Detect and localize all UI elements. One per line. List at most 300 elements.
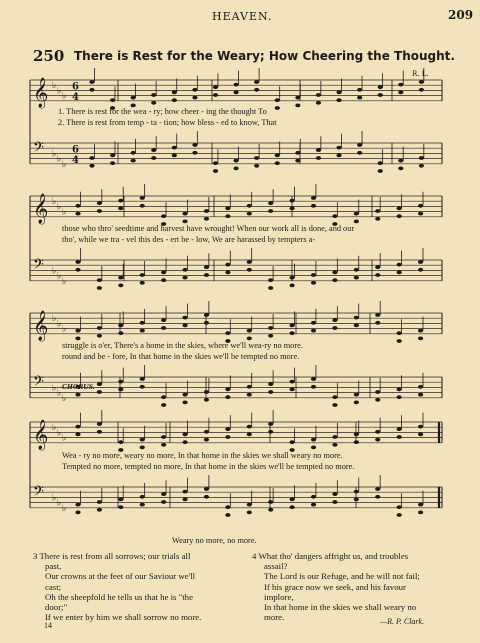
note-head xyxy=(213,169,218,173)
note-head xyxy=(268,201,273,205)
note-head xyxy=(204,321,209,325)
note-head xyxy=(89,156,94,160)
note-head xyxy=(151,93,156,97)
note-head xyxy=(75,212,80,216)
flat-sign: ♭ xyxy=(62,393,67,404)
note-head xyxy=(397,339,402,343)
flat-sign: ♭ xyxy=(52,197,57,208)
note-head xyxy=(397,214,402,218)
note-head xyxy=(161,443,166,447)
note-head xyxy=(182,498,187,502)
note-head xyxy=(213,85,218,89)
stanza-3-line: If we enter by him we shall sorrow no more. xyxy=(45,612,202,623)
note-head xyxy=(97,430,102,434)
note-head xyxy=(225,513,230,517)
system-2-lyric-line-2: tho', while we tra - vel this des - ert be - low, We are harassed by tempters a- xyxy=(62,235,316,244)
note-head xyxy=(418,385,423,389)
stanza-4-line: implore, xyxy=(264,591,294,602)
note-head xyxy=(192,143,197,147)
note-head xyxy=(140,329,145,333)
note-head xyxy=(110,161,115,165)
note-head xyxy=(354,220,359,224)
note-head xyxy=(275,161,280,165)
note-head xyxy=(254,80,259,84)
note-head xyxy=(397,395,402,399)
note-head xyxy=(118,388,123,392)
note-head xyxy=(75,425,80,429)
note-head xyxy=(336,154,341,158)
note-head xyxy=(234,159,239,163)
note-head xyxy=(375,487,380,491)
note-head xyxy=(140,385,145,389)
note-head xyxy=(172,146,177,150)
flat-sign: ♭ xyxy=(57,154,62,165)
note-head xyxy=(316,148,321,152)
note-head xyxy=(332,318,337,322)
flat-sign: ♭ xyxy=(57,86,62,97)
stanza-4 xyxy=(252,551,420,622)
note-head xyxy=(336,146,341,150)
note-head xyxy=(247,385,252,389)
note-head xyxy=(75,511,80,515)
flat-sign: ♭ xyxy=(57,202,62,213)
note-head xyxy=(275,154,280,158)
flat-sign: ♭ xyxy=(52,383,57,394)
note-head xyxy=(397,505,402,509)
note-head xyxy=(354,276,359,280)
note-head xyxy=(161,326,166,330)
note-head xyxy=(357,88,362,92)
note-head xyxy=(354,401,359,405)
note-head xyxy=(161,278,166,282)
note-head xyxy=(295,104,300,108)
note-head xyxy=(182,220,187,224)
note-head xyxy=(397,331,402,335)
chorus-lyric-line-2: Tempted no more, tempted no more, In that home in the skies we'll be tempted no more. xyxy=(62,462,355,471)
note-head xyxy=(140,377,145,381)
stanza-4-line: assail? xyxy=(264,561,288,572)
note-head xyxy=(398,167,403,171)
flat-sign: ♭ xyxy=(52,149,57,160)
note-head xyxy=(225,271,230,275)
note-head xyxy=(161,395,166,399)
note-head xyxy=(161,214,166,218)
note-head xyxy=(336,98,341,102)
note-head xyxy=(398,83,403,87)
note-head xyxy=(213,161,218,165)
note-head xyxy=(290,284,295,288)
note-head xyxy=(204,209,209,213)
note-head xyxy=(204,495,209,499)
note-head xyxy=(311,503,316,507)
note-head xyxy=(375,265,380,269)
note-head xyxy=(192,96,197,100)
note-head xyxy=(290,324,295,328)
flat-sign: ♭ xyxy=(52,266,57,277)
note-head xyxy=(161,403,166,407)
note-head xyxy=(419,80,424,84)
note-head xyxy=(151,101,156,105)
note-head xyxy=(357,96,362,100)
signature-mark: 14 xyxy=(44,621,52,630)
note-head xyxy=(332,492,337,496)
system-2-lyric-line-1: those who thro' seedtime and harvest have wrought! When our work all is done, and our xyxy=(62,224,355,233)
note-head xyxy=(290,331,295,335)
note-head xyxy=(182,393,187,397)
flat-sign: ♭ xyxy=(52,423,57,434)
note-head xyxy=(75,503,80,507)
note-head xyxy=(204,313,209,317)
note-head xyxy=(247,425,252,429)
note-head xyxy=(172,154,177,158)
note-head xyxy=(225,214,230,218)
note-head xyxy=(172,98,177,102)
flat-sign: ♭ xyxy=(57,319,62,330)
stanza-3-line: cast; xyxy=(45,581,62,592)
flat-sign: ♭ xyxy=(52,493,57,504)
note-head xyxy=(247,260,252,264)
note-head xyxy=(398,159,403,163)
stanza-4-line: In that home in the skies we shall weary no xyxy=(264,602,417,613)
note-head xyxy=(97,326,102,330)
note-head xyxy=(375,495,380,499)
note-head xyxy=(290,388,295,392)
note-head xyxy=(182,440,187,444)
note-head xyxy=(97,209,102,213)
note-head xyxy=(161,492,166,496)
note-head xyxy=(268,286,273,290)
note-head xyxy=(290,440,295,444)
note-head xyxy=(75,393,80,397)
stanza-3-line: door;" xyxy=(45,602,68,613)
note-head xyxy=(418,337,423,341)
note-head xyxy=(332,395,337,399)
note-head xyxy=(182,212,187,216)
flat-sign: ♭ xyxy=(62,207,67,218)
flat-sign: ♭ xyxy=(62,91,67,102)
chorus-bass-lyric: Weary no more, no more. xyxy=(172,536,257,545)
note-head xyxy=(213,93,218,97)
note-head xyxy=(118,505,123,509)
note-head xyxy=(311,329,316,333)
note-head xyxy=(140,281,145,285)
note-head xyxy=(97,508,102,512)
bass-clef-icon: 𝄢 xyxy=(33,373,44,394)
note-head xyxy=(204,390,209,394)
note-head xyxy=(204,398,209,402)
system-1-lyric-line-1: 1. There is rest for the wea - ry; how cheer - ing the thought To xyxy=(58,107,267,116)
note-head xyxy=(140,204,145,208)
note-head xyxy=(151,156,156,160)
stanza-4-line: more. xyxy=(264,612,285,623)
note-head xyxy=(118,276,123,280)
note-head xyxy=(316,101,321,105)
note-head xyxy=(357,151,362,155)
note-head xyxy=(97,201,102,205)
note-head xyxy=(375,273,380,277)
note-head xyxy=(247,503,252,507)
note-head xyxy=(75,329,80,333)
note-head xyxy=(140,446,145,450)
note-head xyxy=(375,321,380,325)
flat-sign: ♭ xyxy=(62,324,67,335)
system-3-lyric-line-1: struggle is o'er, There's a home in the skies, where we'll wea-ry no more. xyxy=(62,341,303,350)
note-head xyxy=(97,382,102,386)
time-signature-bottom: 4 xyxy=(72,91,79,103)
note-head xyxy=(418,503,423,507)
note-head xyxy=(118,380,123,384)
note-head xyxy=(268,390,273,394)
note-head xyxy=(225,207,230,211)
note-head xyxy=(118,284,123,288)
note-head xyxy=(375,217,380,221)
note-head xyxy=(182,276,187,280)
note-head xyxy=(398,91,403,95)
note-head xyxy=(268,278,273,282)
note-head xyxy=(311,281,316,285)
note-head xyxy=(311,196,316,200)
note-head xyxy=(140,495,145,499)
note-head xyxy=(332,435,337,439)
flat-sign: ♭ xyxy=(62,159,67,170)
note-head xyxy=(268,508,273,512)
note-head xyxy=(418,268,423,272)
note-head xyxy=(397,513,402,517)
note-head xyxy=(290,505,295,509)
note-head xyxy=(131,159,136,163)
note-head xyxy=(311,438,316,442)
note-head xyxy=(268,334,273,338)
note-head xyxy=(140,196,145,200)
note-head xyxy=(311,204,316,208)
stanza-4-line: The Lord is our Refuge, and he will not fail; xyxy=(264,571,420,582)
note-head xyxy=(110,98,115,102)
note-head xyxy=(397,388,402,392)
note-head xyxy=(97,278,102,282)
page-number: 209 xyxy=(448,8,474,22)
stanza-3 xyxy=(33,551,201,622)
note-head xyxy=(268,209,273,213)
composer-initials: R. L. xyxy=(412,70,429,78)
note-head xyxy=(204,265,209,269)
note-head xyxy=(140,321,145,325)
note-head xyxy=(290,498,295,502)
note-head xyxy=(378,169,383,173)
note-head xyxy=(161,318,166,322)
note-head xyxy=(118,199,123,203)
note-head xyxy=(161,500,166,504)
note-head xyxy=(140,438,145,442)
flat-sign: ♭ xyxy=(62,503,67,514)
note-head xyxy=(311,321,316,325)
note-head xyxy=(418,511,423,515)
note-head xyxy=(418,260,423,264)
note-head xyxy=(332,326,337,330)
note-head xyxy=(89,88,94,92)
note-head xyxy=(354,324,359,328)
note-head xyxy=(182,401,187,405)
note-head xyxy=(254,88,259,92)
time-signature-top: 6 xyxy=(72,144,79,156)
note-head xyxy=(247,433,252,437)
time-signature-bottom: 4 xyxy=(72,154,79,166)
note-head xyxy=(332,214,337,218)
note-head xyxy=(131,96,136,100)
time-signature-top: 6 xyxy=(72,81,79,93)
flat-sign: ♭ xyxy=(52,81,57,92)
stanza-3-line: past, xyxy=(45,561,62,572)
note-head xyxy=(354,316,359,320)
flat-sign: ♭ xyxy=(57,498,62,509)
note-head xyxy=(89,80,94,84)
note-head xyxy=(419,164,424,168)
note-head xyxy=(418,204,423,208)
treble-clef-icon: 𝄞 xyxy=(33,310,49,341)
note-head xyxy=(204,438,209,442)
note-head xyxy=(247,268,252,272)
note-head xyxy=(311,495,316,499)
note-head xyxy=(375,390,380,394)
note-head xyxy=(397,427,402,431)
note-head xyxy=(247,204,252,208)
note-head xyxy=(75,260,80,264)
note-head xyxy=(397,263,402,267)
note-head xyxy=(225,331,230,335)
note-head xyxy=(332,271,337,275)
note-head xyxy=(247,329,252,333)
note-head xyxy=(97,422,102,426)
note-head xyxy=(418,433,423,437)
chorus-lyric-line-1: Wea - ry no more, weary no more, In that home in the skies we shall weary no more. xyxy=(62,451,343,460)
note-head xyxy=(275,106,280,110)
note-head xyxy=(268,500,273,504)
note-head xyxy=(375,209,380,213)
note-head xyxy=(172,91,177,95)
note-head xyxy=(182,324,187,328)
bass-clef-icon: 𝄢 xyxy=(33,256,44,277)
note-head xyxy=(316,93,321,97)
note-head xyxy=(247,393,252,397)
note-head xyxy=(110,154,115,158)
note-head xyxy=(397,207,402,211)
note-head xyxy=(182,490,187,494)
note-head xyxy=(418,212,423,216)
treble-clef-icon: 𝄞 xyxy=(33,77,49,108)
treble-clef-icon: 𝄞 xyxy=(33,419,49,450)
note-head xyxy=(357,143,362,147)
note-head xyxy=(254,156,259,160)
note-head xyxy=(332,443,337,447)
note-head xyxy=(234,83,239,87)
stanza-4-line: If his grace now we seek, and his favour xyxy=(264,581,406,592)
note-head xyxy=(268,382,273,386)
note-head xyxy=(140,503,145,507)
note-head xyxy=(397,271,402,275)
treble-clef-icon: 𝄞 xyxy=(33,193,49,224)
note-head xyxy=(375,438,380,442)
note-head xyxy=(118,498,123,502)
note-head xyxy=(97,500,102,504)
note-head xyxy=(332,278,337,282)
note-head xyxy=(268,326,273,330)
note-head xyxy=(378,85,383,89)
note-head xyxy=(375,398,380,402)
stanza-4-line: 4 What tho' dangers affright us, and troubles xyxy=(252,551,409,561)
note-head xyxy=(268,422,273,426)
note-head xyxy=(418,425,423,429)
note-head xyxy=(234,91,239,95)
flat-sign: ♭ xyxy=(62,276,67,287)
section-header: HEAVEN. xyxy=(212,10,273,23)
bass-clef-icon: 𝄢 xyxy=(33,139,44,160)
note-head xyxy=(225,435,230,439)
hymn-number: 250 xyxy=(33,47,65,65)
note-head xyxy=(192,151,197,155)
note-head xyxy=(311,273,316,277)
note-head xyxy=(354,212,359,216)
stanza-3-line: 3 There is rest from all sorrows; our trials all xyxy=(33,551,191,561)
note-head xyxy=(419,88,424,92)
note-head xyxy=(332,403,337,407)
note-head xyxy=(275,98,280,102)
note-head xyxy=(131,151,136,155)
note-head xyxy=(204,487,209,491)
note-head xyxy=(419,156,424,160)
note-head xyxy=(316,156,321,160)
note-head xyxy=(332,500,337,504)
note-head xyxy=(97,334,102,338)
flat-sign: ♭ xyxy=(57,388,62,399)
note-head xyxy=(336,91,341,95)
note-head xyxy=(204,430,209,434)
note-head xyxy=(182,433,187,437)
note-head xyxy=(89,164,94,168)
note-head xyxy=(311,377,316,381)
note-head xyxy=(75,433,80,437)
note-head xyxy=(161,435,166,439)
note-head xyxy=(418,329,423,333)
note-head xyxy=(151,148,156,152)
stanza-3-line: Oh the sheepfold he tells us that he is "the xyxy=(45,591,193,602)
note-head xyxy=(182,316,187,320)
note-head xyxy=(75,268,80,272)
note-head xyxy=(140,273,145,277)
note-head xyxy=(97,286,102,290)
note-head xyxy=(75,337,80,341)
note-head xyxy=(354,268,359,272)
note-head xyxy=(311,385,316,389)
note-head xyxy=(247,337,252,341)
note-head xyxy=(378,93,383,97)
note-head xyxy=(375,313,380,317)
flat-sign: ♭ xyxy=(57,271,62,282)
system-3-lyric-line-2: round and be - fore, In that home in the skies we'll be tempted no more. xyxy=(62,352,300,361)
note-head xyxy=(204,217,209,221)
note-head xyxy=(97,390,102,394)
note-head xyxy=(118,440,123,444)
system-1-lyric-line-2: 2. There is rest from temp - ta - tion; how bless - ed to know, That xyxy=(58,118,277,127)
bass-clef-icon: 𝄢 xyxy=(33,483,44,504)
note-head xyxy=(375,430,380,434)
flat-sign: ♭ xyxy=(57,428,62,439)
note-head xyxy=(161,271,166,275)
note-head xyxy=(247,212,252,216)
note-head xyxy=(290,380,295,384)
note-head xyxy=(311,446,316,450)
stanza-3-line: Our crowns at the feet of our Saviour we'll xyxy=(45,571,196,582)
note-head xyxy=(118,331,123,335)
note-head xyxy=(118,324,123,328)
